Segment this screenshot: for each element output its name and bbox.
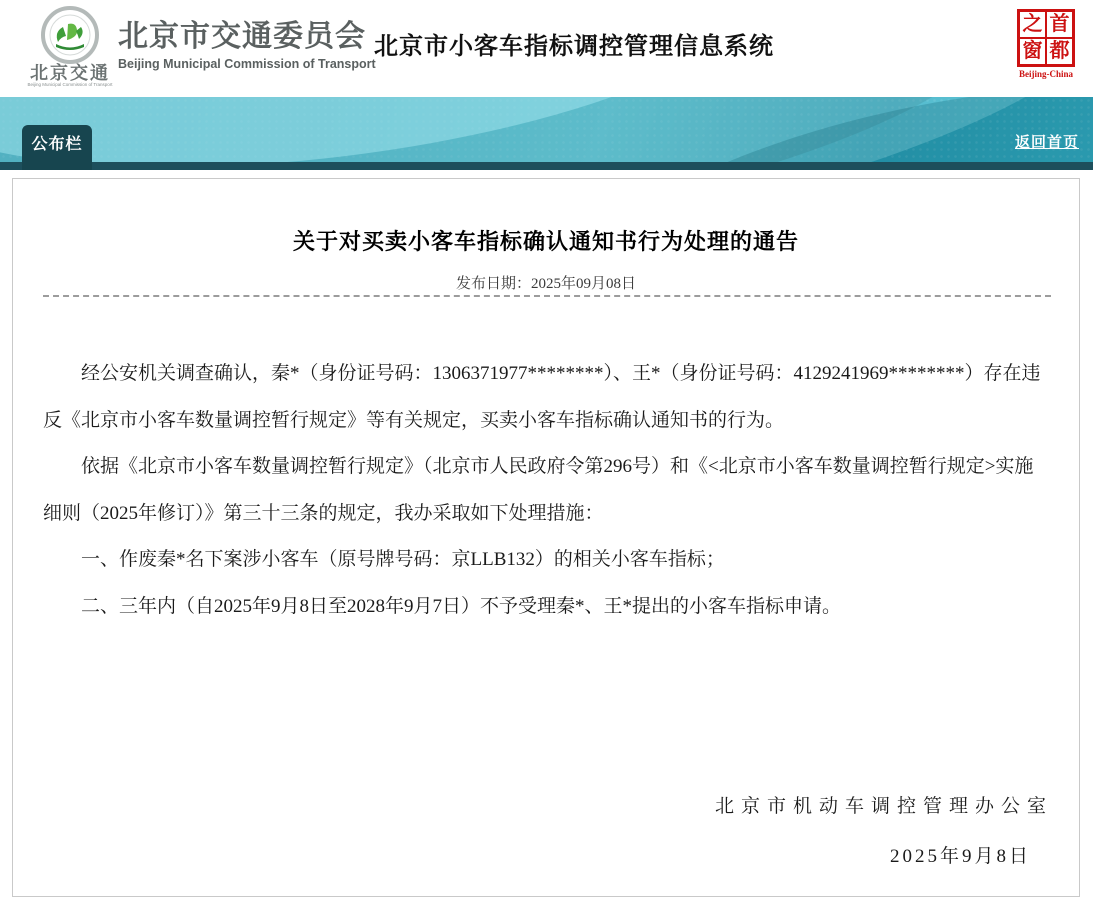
notice-title: 关于对买卖小客车指标确认通知书行为处理的通告 [292,229,799,254]
notice-body [43,351,1049,630]
signature-date: 2025年9月8日 [889,846,1031,867]
signature-office: 北京市机动车调控管理办公室 [714,796,1053,817]
capital-window-logo[interactable] [1013,9,1079,79]
commission-name [118,20,376,71]
seal-char: 窗 [1020,39,1045,64]
bjt-logo [18,6,122,92]
dashed-divider [43,295,1051,297]
seal-char: 之 [1020,12,1045,37]
commission-name-en: Beijing Municipal Commission of Transport [118,57,376,71]
notice-panel [12,178,1080,897]
site-header [0,0,1093,97]
commission-name-cn: 北京市交通委员会 [118,20,366,53]
notice-paragraph: 一、作废秦*名下案涉小客车（原号牌号码：京LLB132）的相关小客车指标； [81,549,725,570]
bjt-logo-caption-en: Beijing Municipal Commission of Transport [27,82,113,88]
system-title: 北京市小客车指标调控管理信息系统 [374,33,774,60]
notice-paragraph: 二、三年内（自2025年9月8日至2028年9月7日）不予受理秦*、王*提出的小客车指标申请。 [81,595,842,617]
tab-announcement-board[interactable]: 公布栏 [22,125,92,170]
banner [0,97,1093,170]
capital-window-seal-icon [1017,9,1075,67]
bjt-emblem-icon [41,6,99,64]
seal-char: 首 [1047,12,1072,37]
notice-paragraph: 经公安机关调查确认，秦*（身份证号码：1306371977********）、王*（身份证号码：4129241969********）存在违反《北京市小客车数量调控暂行规定》等有关规定，买卖小客车指标确认通知书的行为。 [43,363,1041,431]
seal-char: 都 [1047,39,1072,64]
publish-date: 发布日期：2025年09月08日 [455,276,636,292]
return-home-link[interactable]: 返回首页 [1014,134,1079,151]
bjt-logo-caption: 北京交通 [30,63,110,83]
banner-bottom-strip [0,162,1093,170]
seal-caption: Beijing-China [1018,69,1073,79]
notice-paragraph: 依据《北京市小客车数量调控暂行规定》（北京市人民政府令第296号）和《<北京市小客车数量调控暂行规定>实施细则（2025年修订）》第三十三条的规定，我办采取如下处理措施： [43,456,1034,524]
